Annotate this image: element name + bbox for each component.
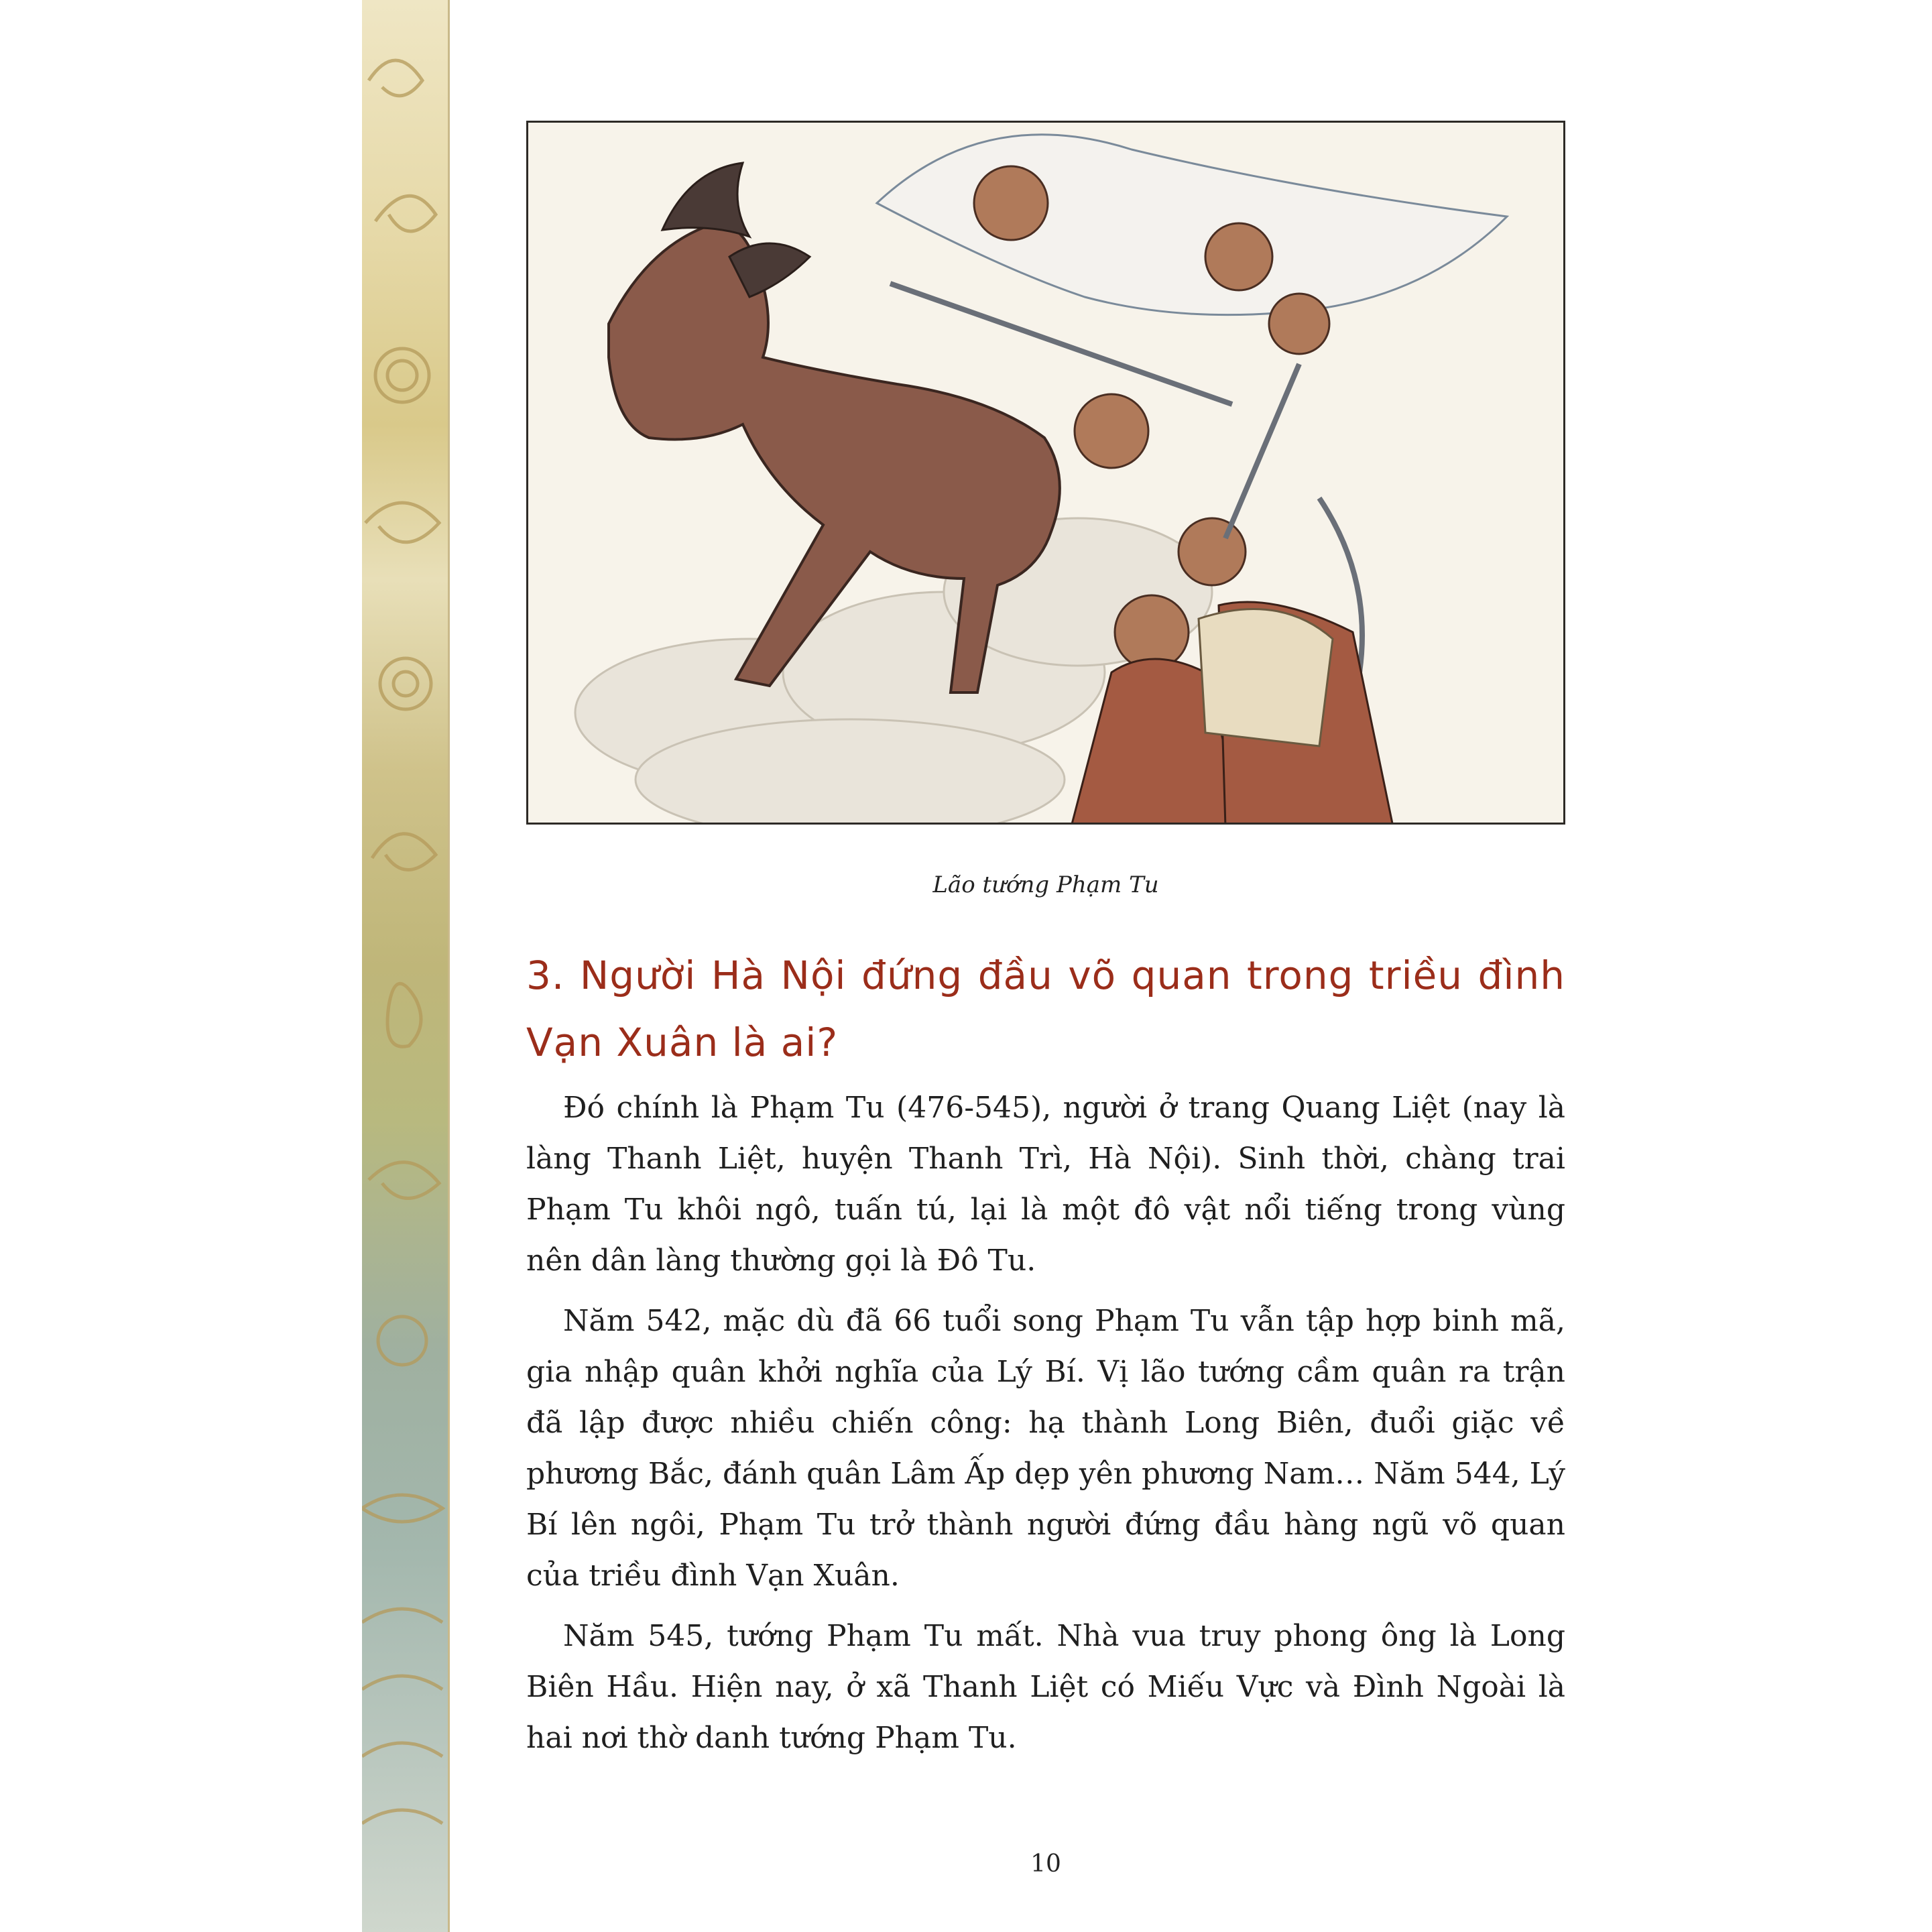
body-text <box>526 1083 1565 1773</box>
page-number: 10 <box>1030 1850 1061 1878</box>
paragraph-3: Năm 545, tướng Phạm Tu mất. Nhà vua truy phong ông là Long Biên Hầu. Hiện nay, ở xã Thanh Liệt có Miếu Vực và Đình Ngoài là hai nơi thờ danh tướng Phạm Tu. <box>526 1619 1565 1755</box>
border-divider <box>448 0 450 1932</box>
paragraph-2: Năm 542, mặc dù đã 66 tuổi song Phạm Tu vẫn tập hợp binh mã, gia nhập quân khởi nghĩa của Lý Bí. Vị lão tướng cầm quân ra trận đã lập được nhiều chiến công: hạ thành Long Biên, đuổi giặc về phương Bắc, đánh quân Lâm Ấp dẹp yên phương Nam… Năm 544, Lý Bí lên ngôi, Phạm Tu trở thành người đứng đầu hàng ngũ võ quan của triều đình Vạn Xuân. <box>526 1304 1565 1593</box>
ornamental-border <box>362 0 449 1932</box>
horse-warrior-icon <box>528 123 1565 825</box>
paragraph-1: Đó chính là Phạm Tu (476-545), người ở trang Quang Liệt (nay là làng Thanh Liệt, huyện Thanh Trì, Hà Nội). Sinh thời, chàng trai Phạm Tu khôi ngô, tuấn tú, lại là một đô vật nổi tiếng trong vùng nên dân làng thường gọi là Đô Tu. <box>526 1091 1565 1278</box>
cloud-pattern-icon <box>362 0 449 1932</box>
section-heading: 3. Người Hà Nội đứng đầu võ quan trong triều đình Vạn Xuân là ai? <box>526 953 1565 1065</box>
battle-illustration <box>526 121 1565 825</box>
illustration-caption: Lão tướng Phạm Tu <box>932 871 1159 898</box>
